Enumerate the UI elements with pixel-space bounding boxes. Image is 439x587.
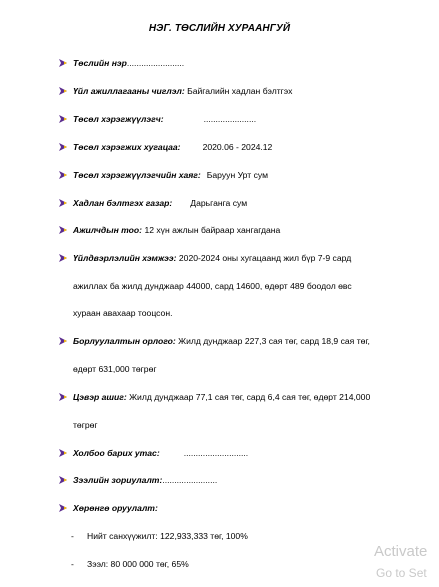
item-label: Төслийн нэр: [73, 58, 127, 68]
arrow-bullet-icon: [58, 58, 68, 68]
dash-marker: -: [71, 559, 74, 569]
arrow-bullet-icon: [58, 225, 68, 235]
item-value: Жилд дунджаар 77,1 сая төг, сард 6,4 сая төг, өдөрт 214,000: [129, 392, 371, 402]
arrow-bullet-icon: [58, 114, 68, 124]
item-value: .......................: [162, 475, 218, 485]
item-value: ...........................: [183, 448, 249, 458]
item-label: Холбоо барих утас:: [73, 448, 160, 458]
item-continuation: төгрөг: [73, 420, 98, 430]
activation-watermark: [374, 543, 428, 580]
item-label: Хөрөнгө оруулалт:: [73, 503, 158, 513]
sub-item-text: Зээл: 80 000 000 төг, 65%: [87, 559, 189, 569]
item-label: Борлуулалтын орлого:: [73, 336, 176, 346]
watermark-line-1: Activate: [374, 543, 428, 560]
item-value: ......................: [203, 114, 257, 124]
item-continuation: өдөрт 631,000 төгрөг: [73, 364, 157, 374]
item-label: Төсөл хэрэгжүүлэгч:: [73, 114, 164, 124]
item-continuation: хураан авахаар тооцсон.: [73, 308, 173, 318]
document-title: НЭГ. ТӨСЛИЙН ХУРААНГУЙ: [148, 23, 291, 34]
item-value: Дарьганга сум: [190, 198, 248, 208]
sub-item-text: Нийт санхүүжилт: 122,933,333 төг, 100%: [87, 531, 248, 541]
item-label: Үйл ажиллагааны чиглэл:: [73, 86, 185, 96]
item-continuation: ажиллах ба жилд дунджаар 44000, сард 14600, өдөрт 489 боодол өвс: [73, 281, 352, 291]
item-value: Байгалийн хадлан бэлтгэх: [187, 86, 293, 96]
item-label: Хадлан бэлтгэх газар:: [73, 198, 173, 208]
arrow-bullet-icon: [58, 253, 68, 263]
item-value: ........................: [126, 58, 185, 68]
item-label: Төсөл хэрэгжүүлэгчийн хаяг:: [73, 170, 201, 180]
arrow-bullet-icon: [58, 86, 68, 96]
item-value: 2020.06 - 2024.12: [202, 142, 273, 152]
sub-list-item: [71, 558, 189, 570]
watermark-line-2: Go to Set: [376, 566, 427, 580]
arrow-bullet-icon: [58, 142, 68, 152]
item-label: Төсөл хэрэгжих хугацаа:: [73, 142, 181, 152]
item-value: Жилд дунджаар 227,3 сая төг, сард 18,9 сая төг,: [178, 336, 370, 346]
arrow-bullet-icon: [58, 503, 68, 513]
arrow-bullet-icon: [58, 392, 68, 402]
dash-marker: -: [71, 531, 74, 541]
item-label: Цэвэр ашиг:: [73, 392, 127, 402]
item-label: Зээлийн зориулалт:: [73, 475, 163, 485]
arrow-bullet-icon: [58, 170, 68, 180]
arrow-bullet-icon: [58, 448, 68, 458]
sub-list-item: [71, 530, 248, 542]
item-label: Ажилчдын тоо:: [73, 225, 143, 235]
item-value: Баруун Урт сум: [206, 170, 268, 180]
item-value: 2020-2024 оны хугацаанд жил бүр 7-9 сард: [178, 253, 352, 263]
arrow-bullet-icon: [58, 198, 68, 208]
arrow-bullet-icon: [58, 475, 68, 485]
arrow-bullet-icon: [58, 336, 68, 346]
item-value: 12 хүн ажлын байраар хангагдана: [144, 225, 281, 235]
item-label: Үйлдвэрлэлийн хэмжээ:: [73, 253, 177, 263]
